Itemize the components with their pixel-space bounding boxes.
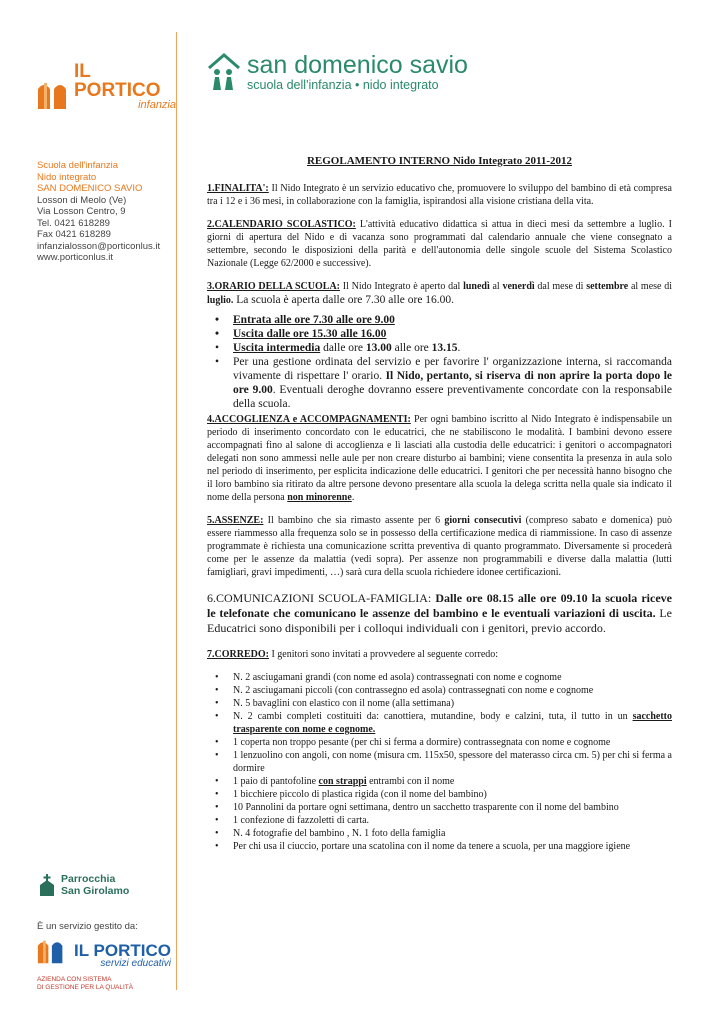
section-heading: 3.ORARIO DELLA SCUOLA: [207,281,341,292]
info-line: Fax 0421 618289 [37,229,111,240]
section-comunicazioni [207,591,672,636]
section-heading: 1.FINALITA': [207,183,269,194]
logo-subtitle: scuola dell'infanzia • nido integrato [247,78,439,92]
info-line: www.porticonlus.it [37,252,114,263]
parrocchia-logo [38,873,129,897]
list-item: • 10 Pannolini da portare ogni settimana, dentro un sacchetto trasparente con il nome del bambino [233,801,672,814]
parrocchia-line2: San Girolamo [61,885,130,897]
section-text: . [351,492,355,503]
info-line: Losson di Meolo (Ve) [37,194,127,206]
section-text: dal mese di [534,281,587,292]
day-end: venerdì [502,281,535,292]
house-children-icon [207,52,241,92]
logo-bottom-sub: servizi educativi [100,958,171,969]
list-item: • N. 2 asciugamani piccoli (con contrassegno ed asola) contrassegnati con nome e cognome [233,684,672,697]
item-emph: sacchetto trasparente con nome e cognome. [233,711,672,735]
section-orario [207,280,672,411]
list-item: • Entrata alle ore 7.30 alle ore 9.00 [233,313,672,327]
church-icon [38,874,56,896]
section-text: Per ogni bambino iscritto al Nido Integrato è indispensabile un periodo di inserimento concordato con le educatrici, che ne stabiliscono le modalità. I bambini devono essere accompagnati fino al salone di accoglienza e lì lasciati alla custodia delle educatrici: i genitori o accompagnatori delegati non sono ammessi nelle aule per non creare disturbo ai bambini; viene consentita la presenza in aula solo nel periodo di inserimento, per esplicita indicazione delle educatrici. I genitori che per necessità hanno bisogno che il loro bambino sia ritirato da altre persone devono presentare alla scuola la delega scritta nella quale sia indicato il nome della persona [207,414,672,503]
info-line: Nido integrato [37,171,97,183]
item-text: . Eventuali deroghe dovranno essere preventivamente concordate con la responsabile della scuola. [233,384,672,410]
info-line: SAN DOMENICO SAVIO [37,183,143,194]
portico-arch-icon [36,79,70,111]
month-end: luglio. [207,295,234,306]
item-emph: 13.00 [365,342,392,354]
section-text: I genitori sono invitati a provvedere al seguente corredo: [268,649,499,660]
il-portico-infanzia-logo [36,62,176,111]
section-text: Le Educatrici sono disponibili per i colloqui individuali con i genitori, previo accordo. [207,606,672,635]
sidebar [0,0,176,1024]
month-start: settembre [586,281,629,292]
section-emph: giorni consecutivi [444,515,522,526]
gestito-text: È un servizio gestito da: [37,921,138,932]
il-portico-servizi-logo [36,937,171,969]
info-line: Tel. 0421 618289 [37,217,110,229]
info-line: Scuola dell'infanzia [37,160,119,171]
portico-arch-icon [36,937,70,969]
list-item: • 1 bicchiere piccolo di plastica rigida (con il nome del bambino) [233,788,672,801]
section-text: Il Nido Integrato è un servizio educativo che, promuovere lo sviluppo del bambino di età compresa tra i 12 e i 36 mesi, in collaborazione con la famiglia, ispirandosi alla visione cristiana della vita. [207,183,672,207]
list-item [233,355,672,411]
item-text: 1 paio di pantofoline [233,776,319,787]
item-text: . [457,342,461,354]
logo-bottom-name: IL PORTICO [74,941,171,960]
section-heading: 2.CALENDARIO SCOLASTICO: [207,219,356,230]
list-item: • N. 2 asciugamani grandi (con nome ed asola) contrassegnati con nome e cognome [233,671,672,684]
list-item: • 1 coperta non troppo pesante (per chi si ferma a dormire) contrassegnata con nome e cognome [233,736,672,749]
section-assenze [207,514,672,579]
section-emph: non minorenne [287,492,352,503]
section-emph: Dalle ore 08.15 alle ore 09.10 la scuola riceve le telefonate che comunicano le assenze del bambino e le eventuali variazioni di uscita. [207,591,672,620]
list-item: • N. 5 bavaglini con elastico con il nome (alla settimana) [233,697,672,710]
list-item: • Uscita dalle ore 15.30 alle 16.00 [233,327,672,341]
day-start: lunedì [463,281,490,292]
section-text: Il bambino che sia rimasto assente per 6 [263,515,445,526]
section-text: (compreso sabato e domenica) può essere riammesso alla frequenza solo se in possesso della certificazione medica di riammissione. In caso di assenze programmate è richiesta una comunicazione scritta preventiva di quanto programmato. Diversamente si procederà come per le assenze da malattia (vedi sopra). Per assenze non programmabili e diverse dalla malattia (lutti famigliari, gravi impedimenti, …) sarà cura della scuola richiedere idonee certificazioni. [207,515,672,578]
quality-note [37,976,133,992]
section-text: al [489,281,503,292]
section-text: Il Nido Integrato è aperto dal [340,281,464,292]
info-line: infanzialosson@porticonlus.it [37,240,161,252]
list-item: • 1 lenzuolino con angoli, con nome (misura cm. 115x50, spessore del materasso circa cm. 5) per chi si ferma a dormire [233,749,672,775]
sidebar-divider [176,32,177,990]
section-text: al mese di [628,281,672,292]
quality-line: AZIENDA CON SISTEMA [37,976,112,983]
item-text: entrambi con il nome [366,776,455,787]
item-text: N. 2 cambi completi costituiti da: canottiera, mutandine, body e calzini, tuta, il tutto in un [233,711,633,722]
section-accoglienza [207,413,672,504]
corredo-list [207,671,672,853]
section-finalita [207,182,672,208]
list-item: • 1 confezione di fazzoletti di carta. [233,814,672,827]
parrocchia-line1: Parrocchia [61,873,116,885]
item-text: alle ore [391,342,432,354]
item-text: Per una gestione ordinata del servizio e per favorire l' organizzazione interna, si raccomanda vivamente di rispettare l' orario. [233,356,672,382]
section-calendario [207,218,672,270]
list-item: • N. 4 fotografie del bambino , N. 1 foto della famiglia [233,827,672,840]
list-item [233,710,672,736]
item-emph: Il Nido, pertanto, si riserva di non aprire la porta dopo le ore 9.00 [233,370,672,396]
section-heading: 4.ACCOGLIENZA e ACCOMPAGNAMENTI: [207,414,411,425]
list-item [233,341,672,355]
school-contact-info [37,160,160,264]
logo-title: san domenico savio [247,51,468,79]
logo-top-sub: infanzia [138,99,176,111]
item-emph: 13.15 [431,342,458,354]
item-text: dalle ore [320,342,366,354]
regulation-document [207,155,672,863]
item-emph: Uscita intermedia [233,342,321,354]
item-emph: con strappi [318,776,367,787]
section-heading: 6.COMUNICAZIONI SCUOLA-FAMIGLIA: [207,591,432,605]
section-heading: 5.ASSENZE: [207,515,264,526]
section-corredo [207,648,672,853]
section-text: L'attività educativo didattica si attua in dieci mesi da settembre a luglio. I giorni di apertura del Nido e di vacanza sono programmati dal calendario annuale che viene consegnato a settembre, secondo le disposizioni della parità e dell'autonomia delle singole scuole del Sistema Scolastico Nazionale (Legge 62/2000 e successive). [207,219,672,269]
list-item: • Per chi usa il ciuccio, portare una scatolina con il nome da tenere a scuola, per una maggiore igiene [233,840,672,853]
san-domenico-savio-logo [207,52,468,92]
section-text: La scuola è aperta dalle ore 7.30 alle ore 16.00. [233,294,455,306]
logo-top-name: IL PORTICO [74,61,161,101]
section-heading: 7.CORREDO: [207,649,269,660]
orario-list [207,313,672,411]
info-line: Via Losson Centro, 9 [37,206,126,217]
document-title: REGOLAMENTO INTERNO Nido Integrato 2011-2012 [306,155,573,167]
list-item [233,775,672,788]
quality-line: DI GESTIONE PER LA QUALITÀ [37,984,134,991]
